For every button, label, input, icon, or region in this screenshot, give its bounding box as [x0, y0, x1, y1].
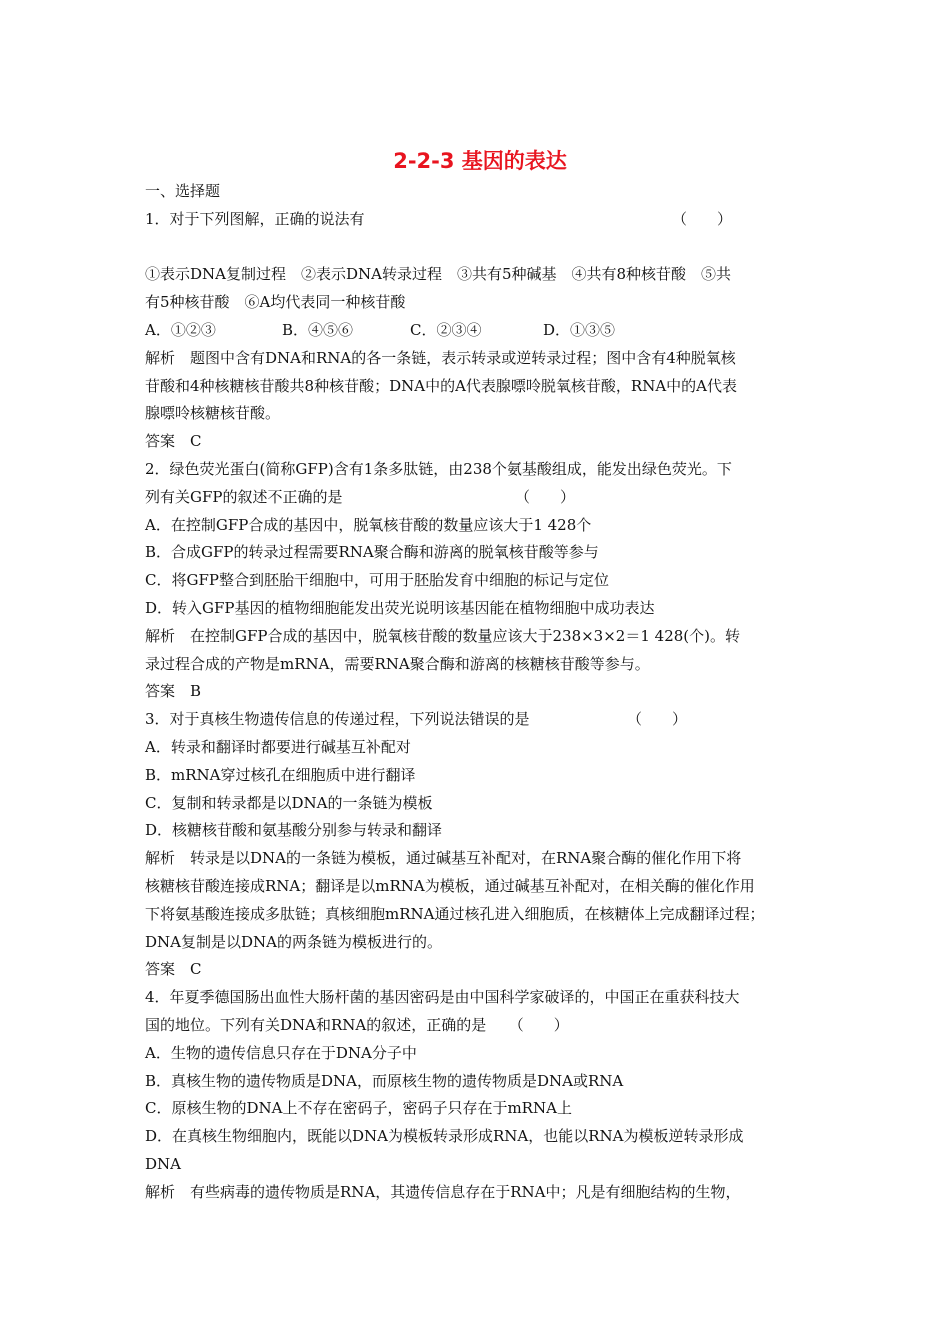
q4-analysis-line: 解析 有些病毒的遗传物质是RNA，其遗传信息存在于RNA中；凡是有细胞结构的生物， — [145, 1182, 741, 1201]
q2-answer: 答案 B — [145, 682, 202, 701]
q2-option-b: B．合成GFP的转录过程需要RNA聚合酶和游离的脱氧核苷酸等参与 — [145, 543, 599, 562]
q2-option-a: A．在控制GFP合成的基因中，脱氧核苷酸的数量应该大于1 428个 — [145, 515, 592, 534]
section-heading: 一、选择题 — [145, 182, 221, 200]
q4-option-b: B．真核生物的遗传物质是DNA，而原核生物的遗传物质是DNA或RNA — [145, 1071, 624, 1090]
q3-answer: 答案 C — [145, 960, 202, 979]
q3-analysis-line: 核糖核苷酸连接成RNA；翻译是以mRNA为模板，通过碱基互补配对，在相关酶的催化作用 — [145, 876, 755, 895]
q1-option-b: B．④⑤⑥ — [282, 320, 354, 339]
q2-option-d: D．转入GFP基因的植物细胞能发出荧光说明该基因能在植物细胞中成功表达 — [145, 598, 655, 617]
q1-analysis-line: 解析 题图中含有DNA和RNA的各一条链，表示转录或逆转录过程；图中含有4种脱氧核 — [145, 348, 736, 367]
q1-options — [145, 317, 815, 345]
q3-stem: 3．对于真核生物遗传信息的传递过程，下列说法错误的是 （ ） — [145, 710, 688, 729]
q2-stem: 列有关GFP的叙述不正确的是 （ ） — [145, 487, 575, 506]
q1-option-c: C．②③④ — [410, 320, 482, 339]
q1-answer: 答案 C — [145, 432, 202, 451]
q1-statement-line: 有5种核苷酸 ⑥A均代表同一种核苷酸 — [145, 293, 406, 312]
q1-statement-line: ①表示DNA复制过程 ②表示DNA转录过程 ③共有5种碱基 ④共有8种核苷酸 ⑤共 — [145, 265, 732, 284]
q2-stem: 2．绿色荧光蛋白(简称GFP)含有1条多肽链，由238个氨基酸组成，能发出绿色荧光。下 — [145, 459, 732, 478]
q2-analysis-line: 录过程合成的产物是mRNA，需要RNA聚合酶和游离的核糖核苷酸等参与。 — [145, 654, 650, 673]
q2-option-c: C．将GFP整合到胚胎干细胞中，可用于胚胎发育中细胞的标记与定位 — [145, 571, 609, 590]
q3-option-a: A．转录和翻译时都要进行碱基互补配对 — [145, 737, 411, 756]
document-page — [145, 146, 815, 1206]
q1-stem: 1．对于下列图解，正确的说法有 （ ） — [145, 209, 733, 228]
q4-stem: 国的地位。下列有关DNA和RNA的叙述，正确的是 （ ） — [145, 1015, 569, 1034]
q4-option-d-cont: DNA — [145, 1154, 181, 1173]
q3-analysis-line: 解析 转录是以DNA的一条链为模板，通过碱基互补配对，在RNA聚合酶的催化作用下将 — [145, 849, 742, 868]
q4-option-d: D．在真核生物细胞内，既能以DNA为模板转录形成RNA，也能以RNA为模板逆转录形成 — [145, 1127, 744, 1146]
q3-option-b: B．mRNA穿过核孔在细胞质中进行翻译 — [145, 765, 416, 784]
q3-option-c: C．复制和转录都是以DNA的一条链为模板 — [145, 793, 433, 812]
page-title: 2-2-3 基因的表达 — [393, 149, 567, 173]
q3-analysis-line: 下将氨基酸连接成多肽链；真核细胞mRNA通过核孔进入细胞质，在核糖体上完成翻译过程； — [145, 904, 765, 923]
q1-figure-space — [145, 234, 815, 262]
q4-stem: 4．年夏季德国肠出血性大肠杆菌的基因密码是由中国科学家破译的，中国正在重获科技大 — [145, 988, 740, 1007]
q1-analysis-line: 腺嘌呤核糖核苷酸。 — [145, 404, 281, 423]
q1-option-d: D．①③⑤ — [543, 320, 616, 339]
q1-analysis-line: 苷酸和4种核糖核苷酸共8种核苷酸；DNA中的A代表腺嘌呤脱氧核苷酸，RNA中的A代表 — [145, 376, 737, 395]
q2-analysis-line: 解析 在控制GFP合成的基因中，脱氧核苷酸的数量应该大于238×3×2＝1 428(个)。转 — [145, 626, 740, 645]
q3-option-d: D．核糖核苷酸和氨基酸分别参与转录和翻译 — [145, 821, 443, 840]
q1-option-a: A．①②③ — [145, 320, 216, 339]
q3-analysis-line: DNA复制是以DNA的两条链为模板进行的。 — [145, 932, 442, 951]
q4-option-c: C．原核生物的DNA上不存在密码子，密码子只存在于mRNA上 — [145, 1099, 572, 1118]
q4-option-a: A．生物的遗传信息只存在于DNA分子中 — [145, 1043, 417, 1062]
